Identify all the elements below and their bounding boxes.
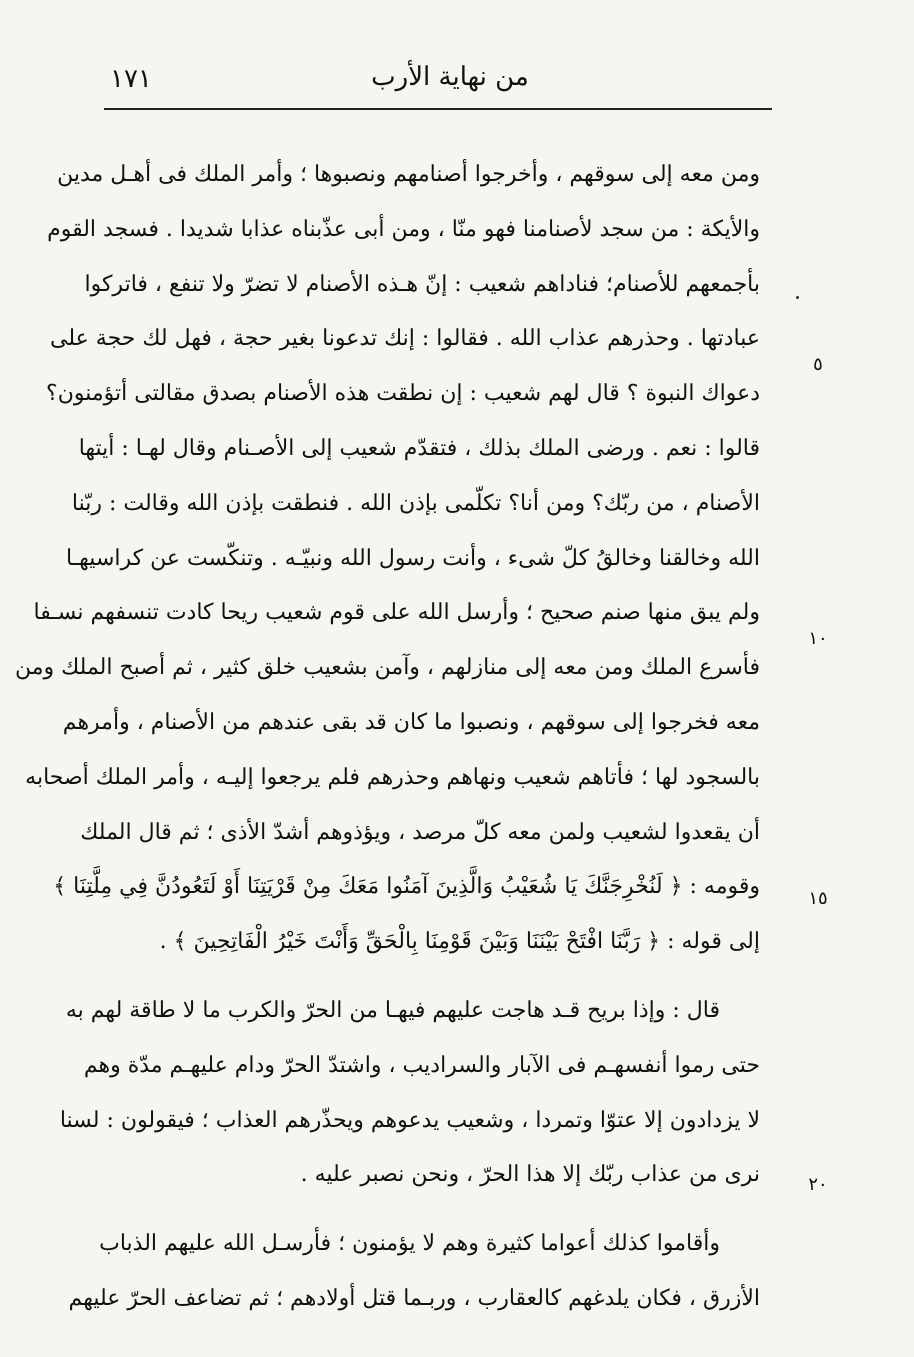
line-number-marker: ٥ [813, 354, 823, 375]
text-line: معه فخرجوا إلى سوقهم ، ونصبوا ما كان قد بقى عندهم من الأصنام ، وأمرهم [62, 709, 760, 735]
text-line: حتى رموا أنفسهـم فى الآبار والسراديب ، واشتدّ الحرّ ودام عليهـم مدّة وهم [83, 1052, 760, 1078]
text-line: ولم يبق منها صنم صحيح ؛ وأرسل الله على قوم شعيب ريحا كادت تنسفهم نسـفا [33, 600, 760, 626]
paragraph-gap [104, 1203, 760, 1217]
text-line: قال : وإذا بريح قـد هاجت عليهم فيهـا من الحرّ والكرب ما لا طاقة لهم به [65, 997, 720, 1023]
body-text [14, 148, 760, 1327]
text-line: ومن معه إلى سوقهم ، وأخرجوا أصنامهم ونصبوها ؛ وأمر الملك فى أهـل مدين [57, 162, 760, 187]
text-line: فأسرع الملك ومن معه إلى منازلهم ، وآمن بشعيب خلق كثير ، ثم أصبح الملك ومن [14, 655, 760, 681]
margin-mark [796, 296, 799, 299]
quran-verse-line: وقومه : ﴿ لَنُخْرِجَنَّكَ يَا شُعَيْبُ وَالَّذِينَ آمَنُوا مَعَكَ مِنْ قَرْيَتِنَا أَوْ لَتَعُودُنَّ فِي مِلَّتِنَا ﴾ [53, 874, 760, 900]
text-line: الأزرق ، فكان يلدغهم كالعقارب ، وربـما قتل أولادهم ؛ ثم تضاعف الحرّ عليهم [68, 1285, 760, 1311]
text-line: عبادتها . وحذرهم عذاب الله . فقالوا : إنك تدعونا بغير حجة ، فهل لك حجة على [50, 326, 760, 352]
text-line: الله وخالقنا وخالقُ كلّ شىء ، وأنت رسول الله ونبيّـه . وتنكّست عن كراسيهـا [66, 545, 760, 571]
text-line: قالوا : نعم . ورضى الملك بذلك ، فتقدّم شعيب إلى الأصـنام وقال لهـا : أيتها [78, 435, 760, 461]
line-number-marker: ٢٠ [808, 1174, 828, 1195]
line-number-marker: ١٠ [808, 628, 828, 649]
text-line: بالسجود لها ؛ فأتاهم شعيب ونهاهم وحذرهم فلم يرجعوا إليـه ، وأمر الملك أصحابه [25, 764, 760, 790]
page-number: ١٧١ [110, 64, 152, 94]
text-line: الأصنام ، من ربّك؟ ومن أنا؟ تكلّمى بإذن الله . فنطقت بإذن الله وقالت : ربّنا [71, 490, 760, 516]
header-divider [104, 108, 772, 110]
text-line: دعواك النبوة ؟ قال لهم شعيب : إن نطقت هذه الأصنام بصدق مقالتى أتؤمنون؟ [46, 381, 760, 407]
text-line: بأجمعهم للأصنام؛ فناداهم شعيب : إنّ هـذه الأصنام لا تضرّ ولا تنفع ، فاتركوا [84, 271, 760, 297]
text-line: أن يقعدوا لشعيب ولمن معه كلّ مرصد ، ويؤذوهم أشدّ الأذى ؛ ثم قال الملك [80, 819, 760, 845]
quran-verse-line: إلى قوله : ﴿ رَبَّنَا افْتَحْ بَيْنَنَا وَبَيْنَ قَوْمِنَا بِالْحَقِّ وَأَنْتَ خَيْرُ الْفَاتِحِينَ ﴾ . [159, 929, 760, 955]
line-number-marker: ١٥ [808, 888, 828, 909]
text-line: نرى من عذاب ربّك إلا هذا الحرّ ، ونحن نصبر عليه . [300, 1162, 760, 1188]
text-line: لا يزدادون إلا عتوّا وتمردا ، وشعيب يدعوهم ويحذّرهم العذاب ؛ فيقولون : لسنا [59, 1107, 760, 1133]
text-line: وأقاموا كذلك أعواما كثيرة وهم لا يؤمنون ؛ فأرسـل الله عليهم الذباب [99, 1231, 720, 1257]
text-line: والأيكة : من سجد لأصنامنا فهو منّا ، ومن أبى عذّبناه عذابا شديدا . فسجد القوم [47, 216, 760, 242]
running-header-title: من نهاية الأرب [371, 62, 529, 92]
paragraph-gap [104, 970, 760, 984]
